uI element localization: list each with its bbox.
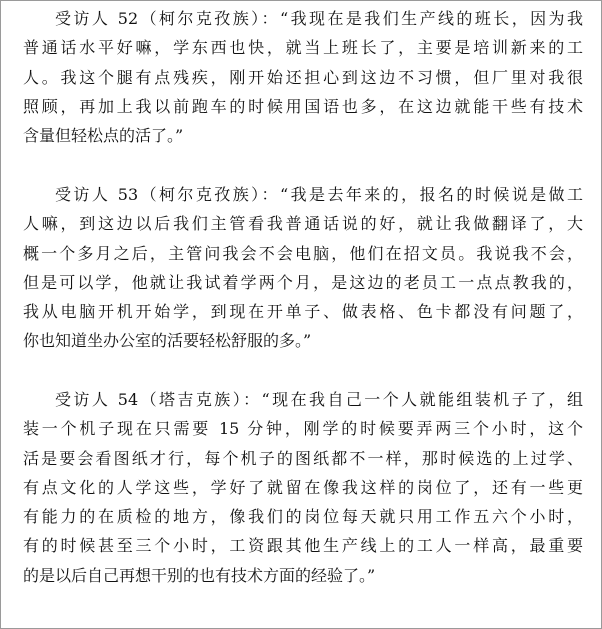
text-line: 装一个机子现在只需要 15 分钟，刚学的时候要弄两三个小时，这个 <box>23 419 583 439</box>
text-line: 有能力的在质检的地方，像我们的岗位每天就只用工作五六个小时， <box>23 507 583 527</box>
text-line: 但是可以学，他就让我试着学两个月，是这边的老员工一点点教我的， <box>23 272 583 292</box>
text-line: 含量但轻松点的活了。” <box>23 126 184 146</box>
text-line: 人嘛，到这边以后我们主管看我普通话说的好，就让我做翻译了，大 <box>23 214 583 234</box>
text-line: 有的时候甚至三个小时，工资跟其他生产线上的工人一样高，最重要 <box>23 536 583 556</box>
text-line: 照顾，再加上我以前跑车的时候用国语也多，在这边就能干些有技术 <box>23 96 583 116</box>
text-line: 你也知道坐办公室的活要轻松舒服的多。” <box>23 331 312 351</box>
text-line: 活是要会看图纸才行，每个机子的图纸都不一样，那时候选的上过学、 <box>23 448 583 468</box>
text-line: 受访人 54（塔吉克族）：“现在我自己一个人就能组装机子了，组 <box>55 390 583 409</box>
interview-paragraph-54 <box>23 385 583 590</box>
text-line: 的是以后自己再想干别的也有技术方面的经验了。” <box>23 565 376 585</box>
text-line: 受访人 52（柯尔克孜族）：“我现在是我们生产线的班长，因为我 <box>55 9 583 28</box>
text-line: 人。我这个腿有点残疾，刚开始还担心到这边不习惯，但厂里对我很 <box>23 67 583 87</box>
text-line: 概一个多月之后，主管问我会不会电脑，他们在招文员。我说我不会， <box>23 243 583 263</box>
interview-paragraph-52 <box>23 4 583 150</box>
text-line: 我从电脑开机开始学，到现在开单子、做表格、色卡都没有问题了， <box>23 302 583 322</box>
text-line: 普通话水平好嘛，学东西也快，就当上班长了，主要是培训新来的工 <box>23 38 583 58</box>
interview-paragraph-53 <box>23 180 583 356</box>
text-line: 有点文化的人学这些，学好了就留在像我这样的岗位了，还有一些更 <box>23 477 583 497</box>
document-page <box>1 1 601 628</box>
text-line: 受访人 53（柯尔克孜族）：“我是去年来的，报名的时候说是做工 <box>55 185 583 204</box>
